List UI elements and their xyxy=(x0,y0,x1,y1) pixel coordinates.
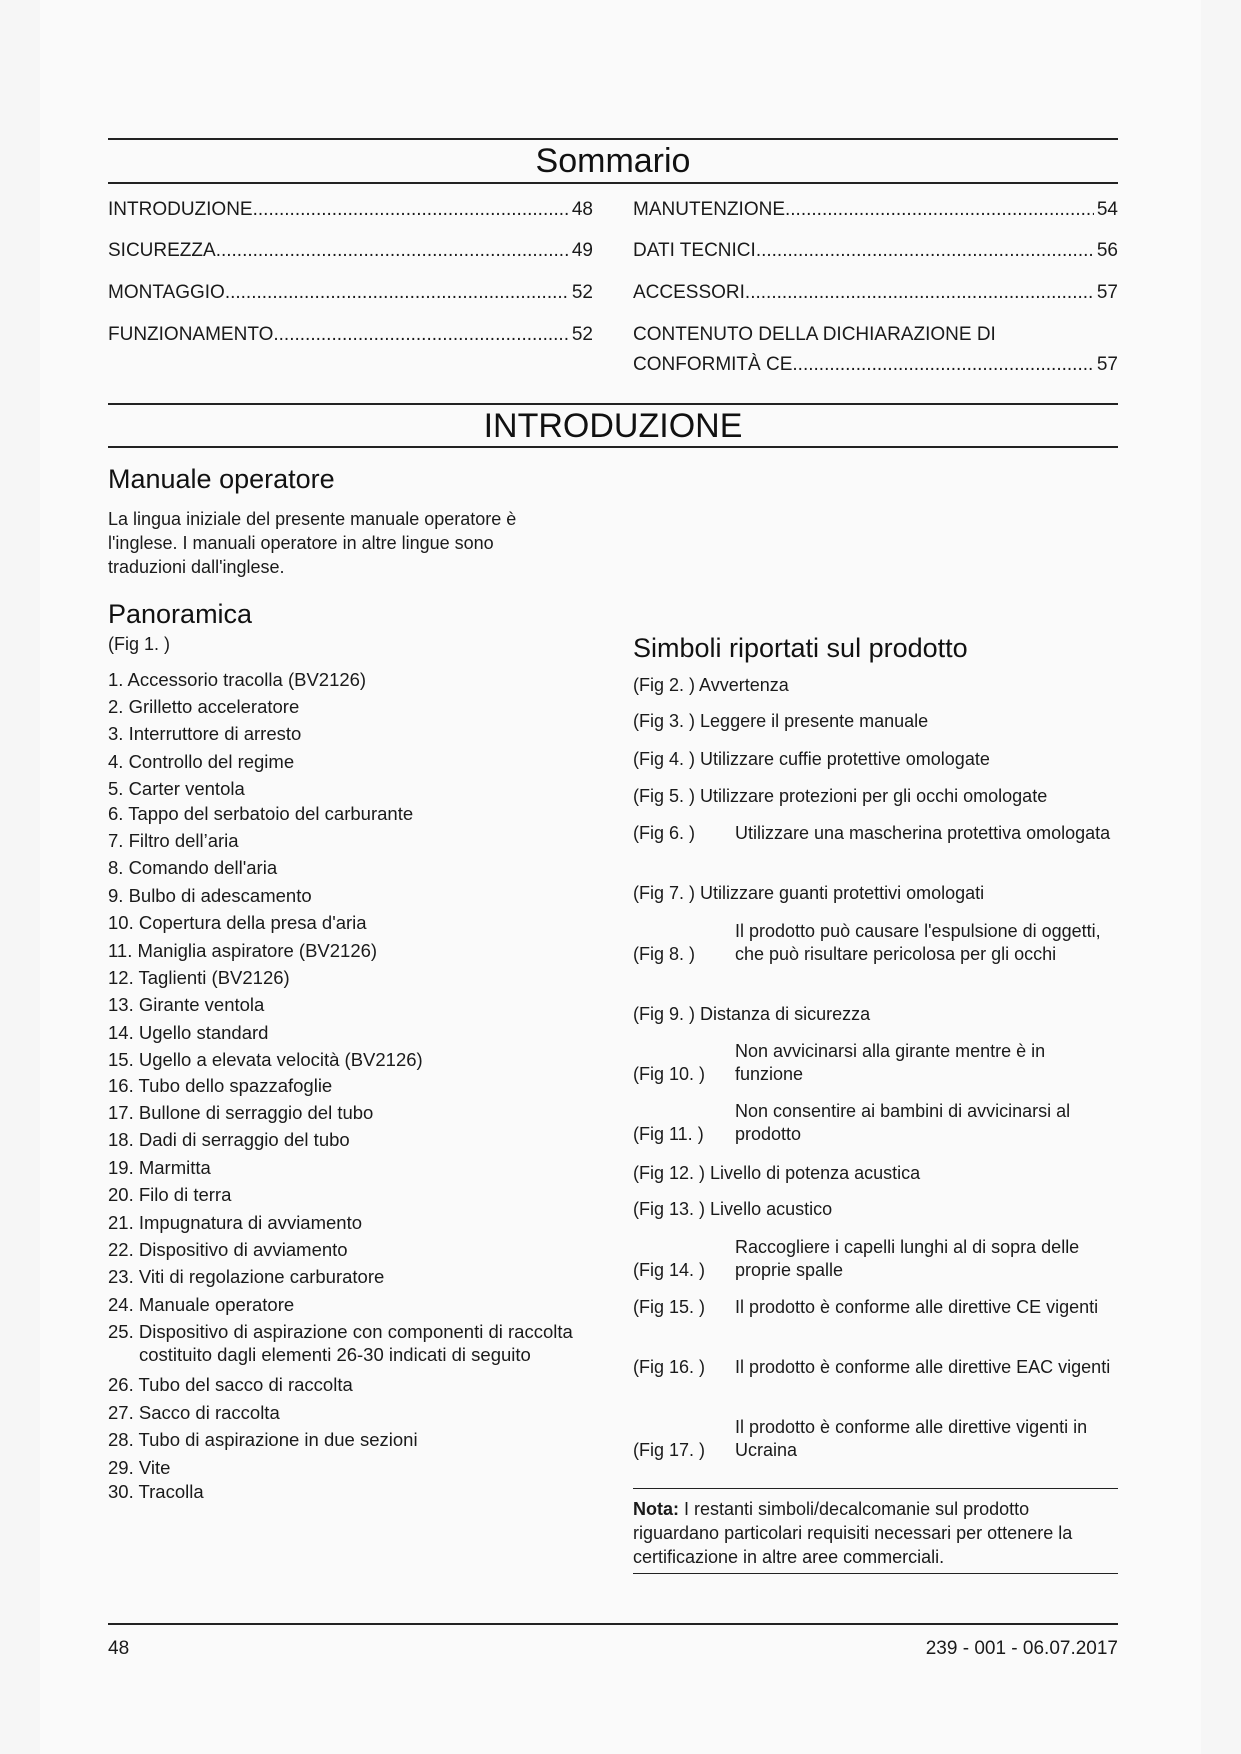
symbol-description: Non consentire ai bambini di avvicinarsi al prodotto xyxy=(735,1101,1071,1144)
symbol-description: Non avvicinarsi alla girante mentre è in funzione xyxy=(735,1041,1046,1084)
symbol-fig-ref: (Fig 4. ) xyxy=(633,749,696,769)
symbol-item xyxy=(633,1040,1118,1086)
part-item: 22. Dispositivo di avviamento xyxy=(108,1239,348,1260)
overview-heading: Panoramica xyxy=(108,599,253,629)
part-item: 4. Controllo del regime xyxy=(108,751,295,772)
symbol-fig-ref: (Fig 8. ) xyxy=(633,944,696,964)
symbol-item xyxy=(633,1416,1118,1462)
manual-text: La lingua iniziale del presente manuale operatore è l'inglese. I manuali operatore in altre lingue sono traduzioni dall'inglese. xyxy=(108,509,517,577)
part-item: 13. Girante ventola xyxy=(108,994,265,1015)
part-item: 1. Accessorio tracolla (BV2126) xyxy=(108,669,367,690)
part-item: 21. Impugnatura di avviamento xyxy=(108,1212,363,1233)
symbol-item xyxy=(633,1296,1118,1319)
note-label: Nota: xyxy=(633,1499,679,1519)
toc-entry-accessori[interactable]: ACCESSORI ..... 57 xyxy=(633,281,1118,305)
symbol-item xyxy=(633,1100,1118,1146)
symbol-description: Distanza di sicurezza xyxy=(700,1004,871,1024)
symbol-fig-ref: (Fig 2. ) xyxy=(633,675,696,695)
symbol-item xyxy=(633,822,1118,845)
part-item: 3. Interruttore di arresto xyxy=(108,723,302,744)
symbol-description: Avvertenza xyxy=(699,675,789,695)
toc-title: Sommario xyxy=(535,142,691,180)
toc-entry-introduzione[interactable]: INTRODUZIONE ..... 48 xyxy=(108,198,593,222)
part-item: 20. Filo di terra xyxy=(108,1184,232,1205)
section-rule xyxy=(108,138,1118,140)
symbol-description: Utilizzare una mascherina protettiva omologata xyxy=(735,823,1111,843)
part-item: 15. Ugello a elevata velocità (BV2126) xyxy=(108,1049,423,1070)
toc-entry-dichiarazione-ce[interactable]: CONTENUTO DELLA DICHIARAZIONE DI CONFORMITÀ CE ..... 57 xyxy=(633,323,1118,377)
symbol-description: Il prodotto può causare l'espulsione di oggetti, che può risultare pericolosa per gli occhi xyxy=(735,921,1101,964)
part-item: 12. Taglienti (BV2126) xyxy=(108,967,290,988)
symbol-fig-ref: (Fig 3. ) xyxy=(633,711,696,731)
part-item: 8. Comando dell'aria xyxy=(108,857,278,878)
symbol-item xyxy=(633,1198,1118,1221)
overview-fig-ref: (Fig 1. ) xyxy=(108,634,171,654)
part-item: 27. Sacco di raccolta xyxy=(108,1402,280,1423)
symbol-fig-ref: (Fig 16. ) xyxy=(633,1357,706,1377)
symbol-fig-ref: (Fig 11. ) xyxy=(633,1124,704,1144)
toc-entry-manutenzione[interactable]: MANUTENZIONE ..... 54 xyxy=(633,198,1118,222)
symbol-item xyxy=(633,1236,1118,1282)
toc-entry-montaggio[interactable]: MONTAGGIO ..... 52 xyxy=(108,281,593,305)
part-item: 18. Dadi di serraggio del tubo xyxy=(108,1129,350,1150)
part-item: 24. Manuale operatore xyxy=(108,1294,295,1315)
note xyxy=(633,1497,1118,1569)
part-item: 17. Bullone di serraggio del tubo xyxy=(108,1102,374,1123)
symbol-description: Il prodotto è conforme alle direttive EAC vigenti xyxy=(735,1357,1111,1377)
symbol-description: Utilizzare cuffie protettive omologate xyxy=(700,749,990,769)
symbols-heading: Simboli riportati sul prodotto xyxy=(633,633,968,663)
part-item: 25. Dispositivo di aspirazione con componenti di raccolta costituito dagli elementi 26-30 indicati di seguito xyxy=(108,1321,573,1365)
part-item: 9. Bulbo di adescamento xyxy=(108,885,312,906)
page xyxy=(40,0,1201,1754)
manual-heading: Manuale operatore xyxy=(108,464,335,494)
symbol-description: Il prodotto è conforme alle direttive vigenti in Ucraina xyxy=(735,1417,1088,1460)
toc-entry-funzionamento[interactable]: FUNZIONAMENTO ..... 52 xyxy=(108,323,593,347)
symbol-description: Il prodotto è conforme alle direttive CE vigenti xyxy=(735,1297,1099,1317)
part-item: 19. Marmitta xyxy=(108,1157,211,1178)
symbol-fig-ref: (Fig 15. ) xyxy=(633,1297,706,1317)
symbol-description: Livello di potenza acustica xyxy=(710,1163,921,1183)
symbol-fig-ref: (Fig 7. ) xyxy=(633,883,696,903)
part-item: 16. Tubo dello spazzafoglie xyxy=(108,1075,333,1096)
symbol-description: Leggere il presente manuale xyxy=(700,711,929,731)
part-item: 6. Tappo del serbatoio del carburante xyxy=(108,803,414,824)
symbol-fig-ref: (Fig 13. ) xyxy=(633,1199,706,1219)
symbol-item xyxy=(633,785,1118,808)
footer-rule xyxy=(108,1623,1118,1625)
symbol-item xyxy=(633,1356,1118,1379)
symbol-item xyxy=(633,1162,1118,1185)
symbol-fig-ref: (Fig 6. ) xyxy=(633,823,696,843)
note-rule xyxy=(633,1488,1118,1489)
symbol-fig-ref: (Fig 5. ) xyxy=(633,786,696,806)
part-item: 28. Tubo di aspirazione in due sezioni xyxy=(108,1429,418,1450)
part-item: 11. Maniglia aspiratore (BV2126) xyxy=(108,940,378,961)
symbol-description: Utilizzare guanti protettivi omologati xyxy=(700,883,985,903)
symbol-fig-ref: (Fig 14. ) xyxy=(633,1260,706,1280)
section-rule xyxy=(108,403,1118,405)
part-item: 26. Tubo del sacco di raccolta xyxy=(108,1374,353,1395)
part-item: 14. Ugello standard xyxy=(108,1022,269,1043)
symbol-item xyxy=(633,920,1118,966)
symbol-fig-ref: (Fig 9. ) xyxy=(633,1004,696,1024)
symbol-item xyxy=(633,882,1118,905)
symbol-fig-ref: (Fig 17. ) xyxy=(633,1440,706,1460)
symbol-item xyxy=(633,748,1118,771)
part-item: 10. Copertura della presa d'aria xyxy=(108,912,367,933)
symbol-description: Utilizzare protezioni per gli occhi omologate xyxy=(700,786,1048,806)
symbol-fig-ref: (Fig 10. ) xyxy=(633,1064,706,1084)
toc-entry-dati-tecnici[interactable]: DATI TECNICI ..... 56 xyxy=(633,239,1118,263)
part-item: 29. Vite xyxy=(108,1457,171,1478)
symbol-fig-ref: (Fig 12. ) xyxy=(633,1163,706,1183)
page-number: 48 xyxy=(108,1638,130,1659)
section-rule xyxy=(108,182,1118,184)
symbol-item xyxy=(633,1003,1118,1026)
symbol-description: Raccogliere i capelli lunghi al di sopra delle proprie spalle xyxy=(735,1237,1080,1280)
note-text: I restanti simboli/decalcomanie sul prodotto riguardano particolari requisiti necessari per ottenere la certificazione in altre aree commerciali. xyxy=(633,1499,1073,1567)
part-item: 5. Carter ventola xyxy=(108,778,245,799)
intro-title: INTRODUZIONE xyxy=(483,407,743,445)
part-item: 23. Viti di regolazione carburatore xyxy=(108,1266,385,1287)
note-rule xyxy=(633,1573,1118,1574)
section-rule xyxy=(108,446,1118,448)
part-item: 7. Filtro dell’aria xyxy=(108,830,239,851)
toc-entry-sicurezza[interactable]: SICUREZZA ..... 49 xyxy=(108,239,593,263)
part-item: 2. Grilletto acceleratore xyxy=(108,696,300,717)
part-item: 30. Tracolla xyxy=(108,1481,204,1502)
symbol-description: Livello acustico xyxy=(710,1199,833,1219)
doc-code: 239 - 001 - 06.07.2017 xyxy=(925,1638,1118,1659)
symbol-item xyxy=(633,674,1118,697)
symbol-item xyxy=(633,710,1118,733)
